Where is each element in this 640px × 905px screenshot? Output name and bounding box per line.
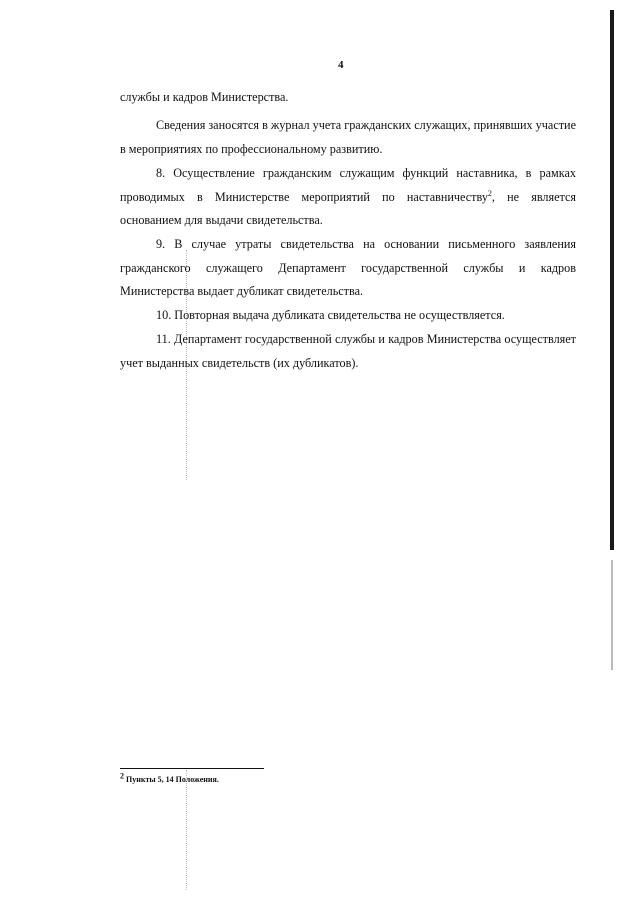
scan-margin-line [610,10,614,550]
footnote-separator [120,768,264,769]
paragraph-continuation: службы и кадров Министерства. [120,90,289,104]
scan-artifact-dots-lower [186,770,188,890]
paragraph-8-text: 8. Осуществление гражданским служащим функций наставника, в рамках проводимых в Министерстве мероприятий по наставничеству [120,166,576,204]
paragraph-journal: Сведения заносятся в журнал учета гражданских служащих, принявших участие в мероприятиях по профессиональному развитию. [120,118,576,156]
paragraph-10: 10. Повторная выдача дубликата свидетельства не осуществляется. [156,308,505,322]
footnote-marker: 2 [120,771,124,781]
footnote [120,771,219,784]
paragraph-8 [120,162,576,233]
footnote-text: Пункты 5, 14 Положения. [124,775,219,784]
footnote-reference: 2 [487,188,492,198]
paragraph-9: 9. В случае утраты свидетельства на основании письменного заявления гражданского служащего Департамент государственной службы и кадров Министерства выдает дубликат свидетельства. [120,237,576,298]
page-number: 4 [338,59,344,71]
scan-margin-line-lower [611,560,613,670]
paragraph-11: 11. Департамент государственной службы и кадров Министерства осуществляет учет выданных свидетельств (их дубликатов). [120,332,576,370]
paragraph-8-tail: , не является основанием для выдачи свидетельства. [120,189,576,227]
